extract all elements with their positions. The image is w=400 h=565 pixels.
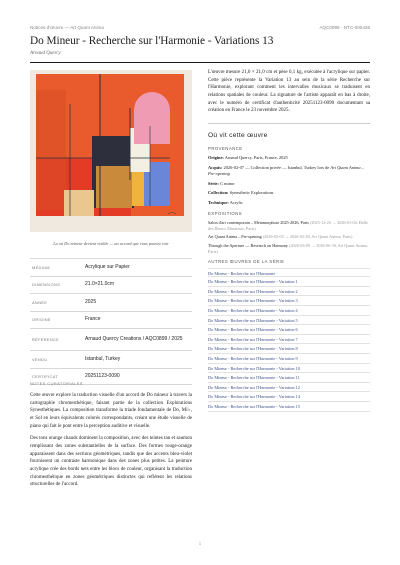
metadata-table	[30, 258, 192, 385]
provenance-acquired	[208, 165, 370, 178]
meta-key: RÉFÉRENCE	[32, 337, 60, 342]
series-link[interactable]: Do Mineur - Recherche sur l'Harmonie - Variation 4	[208, 306, 370, 316]
provenance-heading: PROVENANCE	[208, 145, 243, 151]
series-link[interactable]: Do Mineur - Recherche sur l'Harmonie - Variation 8	[208, 344, 370, 354]
origin-value: Arnaud Quercy, Paris, France, 2025	[224, 154, 288, 160]
notes-paragraph-1: Cette œuvre explore la traduction visuelle d'un accord de Do mineur à travers la cartographie chromesthétique, faisant partie de la collection Explorations Synesthétiques. La composition transforme la triade fondamentale de Do, Mi♭, et Sol en leurs équivalents colorés correspondants, créant une étude visuelle de piano qui fait le pont entre la perception auditive et visuelle.	[30, 393, 192, 429]
series-list	[208, 268, 370, 412]
notes-paragraph-2: Des tons orange chauds dominent la composition, avec des teintes tan et saumon remplissant des zones substantielles de la surface. Des formes rouge-orange apparaissent dans des sections géométriques, tandis que des accents bleu-violet fournissent un contraste harmonique dans des zones plus petites. La peinture acrylique crée des bords nets entre les blocs de couleur, organisant la traduction chromesthétique en zones géométriques distinctes qui reflètent les relations structurelles de l'accord.	[30, 436, 192, 488]
series-heading: AUTRES ŒUVRES DE LA SÉRIE	[208, 258, 285, 264]
exhibition-item	[208, 234, 370, 240]
technique-label: Technique:	[208, 199, 229, 205]
painting-ochre-block	[96, 166, 132, 208]
series-value: C minor	[220, 180, 235, 186]
series-link[interactable]: Do Mineur - Recherche sur l'Harmonie - Variation 12	[208, 383, 370, 393]
exhibition-details: (2026-03-09 → 2026-06-30, Art Quant Anima, Paris)	[208, 242, 368, 254]
technique-value: Acrylic	[229, 199, 243, 205]
meta-value: 20251123-0090	[85, 372, 120, 379]
provenance-technique	[208, 200, 370, 207]
meta-value: Istanbul, Turkey	[85, 355, 121, 362]
meta-row-reference	[30, 328, 192, 350]
meta-row-dimensions	[30, 276, 192, 294]
series-link[interactable]: Do Mineur - Recherche sur l'Harmonie	[208, 268, 370, 278]
series-link[interactable]: Do Mineur - Recherche sur l'Harmonie - Variation 6	[208, 325, 370, 335]
meta-value: France	[85, 316, 101, 323]
curatorial-notes-heading: NOTES CURATORIALES	[30, 381, 83, 386]
artwork-panel	[30, 70, 192, 246]
acquired-label: Acquis:	[208, 164, 223, 170]
details-column	[208, 69, 370, 412]
series-link[interactable]: Do Mineur - Recherche sur l'Harmonie - Variation 1	[208, 277, 370, 287]
exhibition-name: Salon d'art contemporain – Metamorphose 2025-2026, Paris	[208, 219, 309, 225]
series-link[interactable]: Do Mineur - Recherche sur l'Harmonie - Variation 10	[208, 364, 370, 374]
meta-key: VENDU	[32, 356, 48, 362]
curatorial-notes	[30, 392, 192, 494]
series-link[interactable]: Do Mineur - Recherche sur l'Harmonie - Variation 11	[208, 373, 370, 383]
series-link[interactable]: Do Mineur - Recherche sur l'Harmonie - Variation 3	[208, 296, 370, 306]
title-divider	[30, 62, 370, 63]
exhibition-details: (2025-12-26 → 2026-01-04, Halle des Blancs Manteaux, Paris)	[208, 219, 368, 231]
series-link[interactable]: Do Mineur - Recherche sur l'Harmonie - Variation 9	[208, 354, 370, 364]
exhibition-item	[208, 220, 370, 232]
series-link[interactable]: Do Mineur - Recherche sur l'Harmonie - Variation 15	[208, 402, 370, 412]
provenance-series	[208, 181, 370, 188]
meta-value: Arnaud Quercy Creations / AQC0899 / 2025	[85, 336, 183, 342]
meta-row-year	[30, 293, 192, 311]
acquired-value: 2026-02-07 — Collection privée — Istanbul, Turkey lors de	[223, 164, 330, 170]
header-reference: AQC0899 · NTC-000436	[319, 25, 370, 30]
series-link[interactable]: Do Mineur - Recherche sur l'Harmonie - Variation 2	[208, 287, 370, 297]
provenance-collection	[208, 190, 370, 197]
header-collection: Notices d'œuvre — Art Quant Anima	[30, 25, 104, 30]
meta-key: CERTIFICAT	[32, 373, 59, 379]
painting-left-band	[36, 90, 66, 210]
meta-key: ORIGINE	[32, 317, 51, 323]
meta-row-medium	[30, 258, 192, 276]
exhibition-name: Through the Aperture — Research on Harmony	[208, 242, 289, 248]
where-heading: Où vit cette œuvre	[208, 131, 268, 139]
origin-label: Origine:	[208, 154, 224, 160]
page-number: 1	[198, 541, 202, 546]
exhibition-name: Art Quant Anima – Pre-opening	[208, 234, 262, 240]
meta-key: MÉDIUM	[32, 264, 50, 270]
meta-row-origin	[30, 311, 192, 329]
meta-value: Acrylique sur Papier	[85, 263, 130, 270]
artwork-caption: La où Do mineur devient visible — un accord que vous pouvez voir	[53, 241, 169, 246]
artwork-painting	[30, 70, 192, 232]
artist-name: Arnaud Quercy	[30, 51, 61, 56]
exhibition-details: (2026-02-03 → 2026-02-28, Art Quant Anima, Paris)	[262, 234, 353, 240]
meta-value: 21.0×21.0cm	[85, 281, 115, 288]
series-link[interactable]: Do Mineur - Recherche sur l'Harmonie - Variation 7	[208, 335, 370, 345]
intro-paragraph: L'œuvre mesure 21,0 × 21,0 cm et pèse 0,1 kg, exécutée à l'acrylique sur papier. Cette pièce représente la Variation 13 au sein de la série Recherche sur l'Harmonie, explorant comment les intervalles musicaux se traduisent en relations spatiales de couleur. La signature de l'artiste apparaît en bas à droite, avec le numéro de certificat d'authenticité 20251123-0090 documentant sa création en France le 23 novembre 2025.	[208, 70, 370, 114]
meta-value: 2025	[85, 298, 97, 305]
acquired-event: Art Quant Anima – Pre-opening	[208, 164, 364, 177]
page-title: Do Mineur - Recherche sur l'Harmonie - Variations 13	[30, 35, 274, 47]
painting-pink-arch	[134, 92, 170, 144]
section-divider	[208, 123, 370, 124]
meta-key: ANNÉE	[32, 299, 48, 305]
painting-sand-block	[64, 190, 94, 216]
series-link[interactable]: Do Mineur - Recherche sur l'Harmonie - Variation 5	[208, 316, 370, 326]
collection-value: Synesthetic Explorations	[229, 190, 274, 196]
meta-key: DIMENSIONS	[32, 282, 61, 288]
series-link[interactable]: Do Mineur - Recherche sur l'Harmonie - Variation 14	[208, 392, 370, 402]
provenance-origin	[208, 155, 370, 162]
collection-label: Collection:	[208, 190, 229, 196]
meta-row-sold	[30, 350, 192, 368]
exhibitions-heading: EXPOSITIONS	[208, 210, 243, 216]
document-header	[30, 25, 370, 33]
series-label: Série:	[208, 180, 219, 186]
exhibition-item	[208, 243, 370, 255]
artwork-image	[30, 70, 192, 232]
